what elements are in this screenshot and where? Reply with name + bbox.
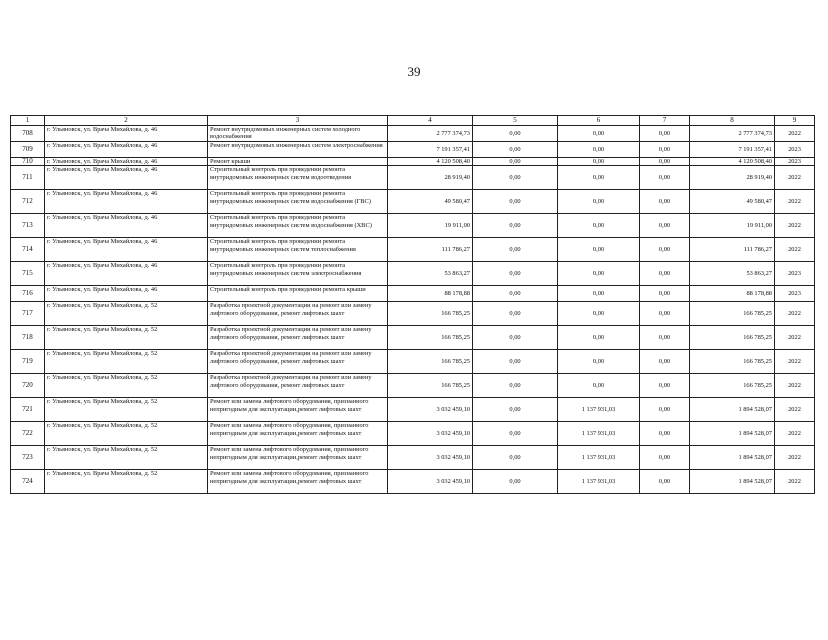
- address-cell: г. Ульяновск, ул. Врача Михайлова, д. 52: [45, 326, 208, 350]
- value-cell: 0,00: [473, 446, 558, 470]
- value-cell: 0,00: [558, 190, 640, 214]
- total-cost: 166 785,25: [388, 350, 473, 374]
- value-cell: 0,00: [640, 422, 690, 446]
- column-header: 5: [473, 116, 558, 126]
- value-cell: 1 137 931,03: [558, 398, 640, 422]
- year-cell: 2023: [775, 158, 815, 166]
- total-cost: 166 785,25: [388, 326, 473, 350]
- row-number: 716: [11, 286, 45, 302]
- value-cell: 0,00: [473, 142, 558, 158]
- address-cell: г. Ульяновск, ул. Врача Михайлова, д. 46: [45, 142, 208, 158]
- address-cell: г. Ульяновск, ул. Врача Михайлова, д. 52: [45, 470, 208, 494]
- total-cost: 166 785,25: [388, 374, 473, 398]
- address-cell: г. Ульяновск, ул. Врача Михайлова, д. 52: [45, 398, 208, 422]
- table-row: [11, 126, 815, 142]
- value-cell: 0,00: [558, 302, 640, 326]
- work-description: Строительный контроль при проведении ремонта внутридомовых инженерных систем водоснабжения (ГВС): [208, 190, 388, 214]
- table-row: [11, 326, 815, 350]
- value-cell: 0,00: [473, 166, 558, 190]
- year-cell: 2022: [775, 238, 815, 262]
- value-cell: 0,00: [558, 142, 640, 158]
- total-cost: 4 120 508,40: [388, 158, 473, 166]
- owner-funds: 49 580,47: [690, 190, 775, 214]
- total-cost: 88 178,88: [388, 286, 473, 302]
- address-cell: г. Ульяновск, ул. Врача Михайлова, д. 46: [45, 214, 208, 238]
- year-cell: 2023: [775, 142, 815, 158]
- work-description: Строительный контроль при проведении ремонта внутридомовых инженерных систем водоотведения: [208, 166, 388, 190]
- row-number: 721: [11, 398, 45, 422]
- table-row: [11, 374, 815, 398]
- owner-funds: 1 894 528,07: [690, 422, 775, 446]
- column-header: 8: [690, 116, 775, 126]
- total-cost: 3 032 459,10: [388, 422, 473, 446]
- address-cell: г. Ульяновск, ул. Врача Михайлова, д. 46: [45, 126, 208, 142]
- owner-funds: 166 785,25: [690, 374, 775, 398]
- total-cost: 19 911,00: [388, 214, 473, 238]
- column-number-row: [11, 116, 815, 126]
- table-body: [11, 126, 815, 494]
- owner-funds: 53 863,27: [690, 262, 775, 286]
- capital-repair-table: [10, 115, 815, 494]
- row-number: 723: [11, 446, 45, 470]
- row-number: 722: [11, 422, 45, 446]
- owner-funds: 2 777 374,73: [690, 126, 775, 142]
- value-cell: 1 137 931,03: [558, 446, 640, 470]
- value-cell: 0,00: [473, 190, 558, 214]
- row-number: 709: [11, 142, 45, 158]
- table-row: [11, 214, 815, 238]
- value-cell: 0,00: [558, 158, 640, 166]
- value-cell: 0,00: [640, 302, 690, 326]
- address-cell: г. Ульяновск, ул. Врача Михайлова, д. 52: [45, 350, 208, 374]
- year-cell: 2022: [775, 166, 815, 190]
- table-row: [11, 302, 815, 326]
- year-cell: 2022: [775, 350, 815, 374]
- work-description: Разработка проектной документации на ремонт или замену лифтового оборудования, ремонт лифтовых шахт: [208, 326, 388, 350]
- value-cell: 0,00: [473, 422, 558, 446]
- work-description: Разработка проектной документации на ремонт или замену лифтового оборудования, ремонт лифтовых шахт: [208, 374, 388, 398]
- table-row: [11, 166, 815, 190]
- value-cell: 1 137 931,03: [558, 422, 640, 446]
- owner-funds: 166 785,25: [690, 350, 775, 374]
- address-cell: г. Ульяновск, ул. Врача Михайлова, д. 52: [45, 422, 208, 446]
- owner-funds: 7 191 357,41: [690, 142, 775, 158]
- value-cell: 0,00: [640, 166, 690, 190]
- row-number: 718: [11, 326, 45, 350]
- table-row: [11, 158, 815, 166]
- address-cell: г. Ульяновск, ул. Врача Михайлова, д. 46: [45, 166, 208, 190]
- work-description: Строительный контроль при проведении ремонта крыши: [208, 286, 388, 302]
- work-description: Ремонт или замена лифтового оборудования, признанного непригодным для эксплуатации,ремонт лифтовых шахт: [208, 470, 388, 494]
- row-number: 713: [11, 214, 45, 238]
- column-header: 4: [388, 116, 473, 126]
- owner-funds: 1 894 528,07: [690, 398, 775, 422]
- owner-funds: 111 786,27: [690, 238, 775, 262]
- value-cell: 0,00: [640, 286, 690, 302]
- value-cell: 0,00: [558, 326, 640, 350]
- column-header: 2: [45, 116, 208, 126]
- owner-funds: 28 919,40: [690, 166, 775, 190]
- work-description: Строительный контроль при проведении ремонта внутридомовых инженерных систем водоснабжения (ХВС): [208, 214, 388, 238]
- work-description: Ремонт или замена лифтового оборудования, признанного непригодным для эксплуатации,ремонт лифтовых шахт: [208, 446, 388, 470]
- column-header: 6: [558, 116, 640, 126]
- value-cell: 0,00: [558, 262, 640, 286]
- value-cell: 0,00: [473, 470, 558, 494]
- year-cell: 2022: [775, 470, 815, 494]
- row-number: 714: [11, 238, 45, 262]
- value-cell: 0,00: [640, 190, 690, 214]
- value-cell: 0,00: [473, 374, 558, 398]
- row-number: 717: [11, 302, 45, 326]
- value-cell: 0,00: [558, 374, 640, 398]
- value-cell: 0,00: [640, 126, 690, 142]
- year-cell: 2022: [775, 398, 815, 422]
- value-cell: 0,00: [640, 214, 690, 238]
- value-cell: 0,00: [558, 214, 640, 238]
- column-header: 7: [640, 116, 690, 126]
- owner-funds: 88 178,88: [690, 286, 775, 302]
- total-cost: 49 580,47: [388, 190, 473, 214]
- work-description: Ремонт или замена лифтового оборудования, признанного непригодным для эксплуатации,ремонт лифтовых шахт: [208, 398, 388, 422]
- value-cell: 1 137 931,03: [558, 470, 640, 494]
- owner-funds: 19 911,00: [690, 214, 775, 238]
- table-row: [11, 350, 815, 374]
- address-cell: г. Ульяновск, ул. Врача Михайлова, д. 46: [45, 262, 208, 286]
- value-cell: 0,00: [473, 126, 558, 142]
- value-cell: 0,00: [473, 326, 558, 350]
- owner-funds: 166 785,25: [690, 302, 775, 326]
- work-description: Ремонт или замена лифтового оборудования, признанного непригодным для эксплуатации,ремонт лифтовых шахт: [208, 422, 388, 446]
- total-cost: 53 863,27: [388, 262, 473, 286]
- address-cell: г. Ульяновск, ул. Врача Михайлова, д. 46: [45, 190, 208, 214]
- value-cell: 0,00: [640, 262, 690, 286]
- owner-funds: 1 894 528,07: [690, 470, 775, 494]
- address-cell: г. Ульяновск, ул. Врача Михайлова, д. 52: [45, 302, 208, 326]
- table-row: [11, 470, 815, 494]
- value-cell: 0,00: [558, 350, 640, 374]
- value-cell: 0,00: [640, 326, 690, 350]
- value-cell: 0,00: [640, 446, 690, 470]
- value-cell: 0,00: [473, 262, 558, 286]
- value-cell: 0,00: [640, 238, 690, 262]
- total-cost: 3 032 459,10: [388, 470, 473, 494]
- year-cell: 2022: [775, 446, 815, 470]
- year-cell: 2022: [775, 422, 815, 446]
- value-cell: 0,00: [473, 350, 558, 374]
- year-cell: 2022: [775, 214, 815, 238]
- value-cell: 0,00: [640, 470, 690, 494]
- value-cell: 0,00: [473, 286, 558, 302]
- total-cost: 166 785,25: [388, 302, 473, 326]
- value-cell: 0,00: [558, 126, 640, 142]
- row-number: 715: [11, 262, 45, 286]
- value-cell: 0,00: [473, 158, 558, 166]
- value-cell: 0,00: [640, 374, 690, 398]
- row-number: 711: [11, 166, 45, 190]
- year-cell: 2022: [775, 326, 815, 350]
- work-description: Ремонт внутридомовых инженерных систем электроснабжения: [208, 142, 388, 158]
- total-cost: 3 032 459,10: [388, 398, 473, 422]
- year-cell: 2023: [775, 262, 815, 286]
- owner-funds: 166 785,25: [690, 326, 775, 350]
- value-cell: 0,00: [640, 158, 690, 166]
- total-cost: 111 786,27: [388, 238, 473, 262]
- work-description: Строительный контроль при проведении ремонта внутридомовых инженерных систем теплоснабжения: [208, 238, 388, 262]
- value-cell: 0,00: [558, 286, 640, 302]
- address-cell: г. Ульяновск, ул. Врача Михайлова, д. 46: [45, 286, 208, 302]
- owner-funds: 1 894 528,07: [690, 446, 775, 470]
- column-header: 3: [208, 116, 388, 126]
- column-header: 9: [775, 116, 815, 126]
- year-cell: 2023: [775, 286, 815, 302]
- column-header: 1: [11, 116, 45, 126]
- value-cell: 0,00: [640, 398, 690, 422]
- page-number: 39: [407, 64, 421, 79]
- row-number: 710: [11, 158, 45, 166]
- value-cell: 0,00: [640, 142, 690, 158]
- table-row: [11, 446, 815, 470]
- row-number: 720: [11, 374, 45, 398]
- row-number: 724: [11, 470, 45, 494]
- owner-funds: 4 120 508,40: [690, 158, 775, 166]
- table-row: [11, 398, 815, 422]
- value-cell: 0,00: [473, 398, 558, 422]
- address-cell: г. Ульяновск, ул. Врача Михайлова, д. 52: [45, 446, 208, 470]
- value-cell: 0,00: [473, 302, 558, 326]
- table-row: [11, 142, 815, 158]
- year-cell: 2022: [775, 374, 815, 398]
- year-cell: 2022: [775, 302, 815, 326]
- work-description: Ремонт крыши: [208, 158, 388, 166]
- value-cell: 0,00: [473, 238, 558, 262]
- table-row: [11, 238, 815, 262]
- total-cost: 28 919,40: [388, 166, 473, 190]
- row-number: 719: [11, 350, 45, 374]
- value-cell: 0,00: [558, 166, 640, 190]
- address-cell: г. Ульяновск, ул. Врача Михайлова, д. 46: [45, 158, 208, 166]
- value-cell: 0,00: [558, 238, 640, 262]
- table-row: [11, 286, 815, 302]
- row-number: 708: [11, 126, 45, 142]
- table-row: [11, 422, 815, 446]
- year-cell: 2022: [775, 190, 815, 214]
- work-description: Ремонт внутридомовых инженерных систем холодного водоснабжения: [208, 126, 388, 142]
- address-cell: г. Ульяновск, ул. Врача Михайлова, д. 46: [45, 238, 208, 262]
- value-cell: 0,00: [473, 214, 558, 238]
- table-row: [11, 262, 815, 286]
- total-cost: 7 191 357,41: [388, 142, 473, 158]
- year-cell: 2022: [775, 126, 815, 142]
- table-row: [11, 190, 815, 214]
- work-description: Разработка проектной документации на ремонт или замену лифтового оборудования, ремонт лифтовых шахт: [208, 302, 388, 326]
- work-description: Строительный контроль при проведении ремонта внутридомовых инженерных систем электроснабжения: [208, 262, 388, 286]
- total-cost: 3 032 459,10: [388, 446, 473, 470]
- row-number: 712: [11, 190, 45, 214]
- address-cell: г. Ульяновск, ул. Врача Михайлова, д. 52: [45, 374, 208, 398]
- total-cost: 2 777 374,73: [388, 126, 473, 142]
- value-cell: 0,00: [640, 350, 690, 374]
- work-description: Разработка проектной документации на ремонт или замену лифтового оборудования, ремонт лифтовых шахт: [208, 350, 388, 374]
